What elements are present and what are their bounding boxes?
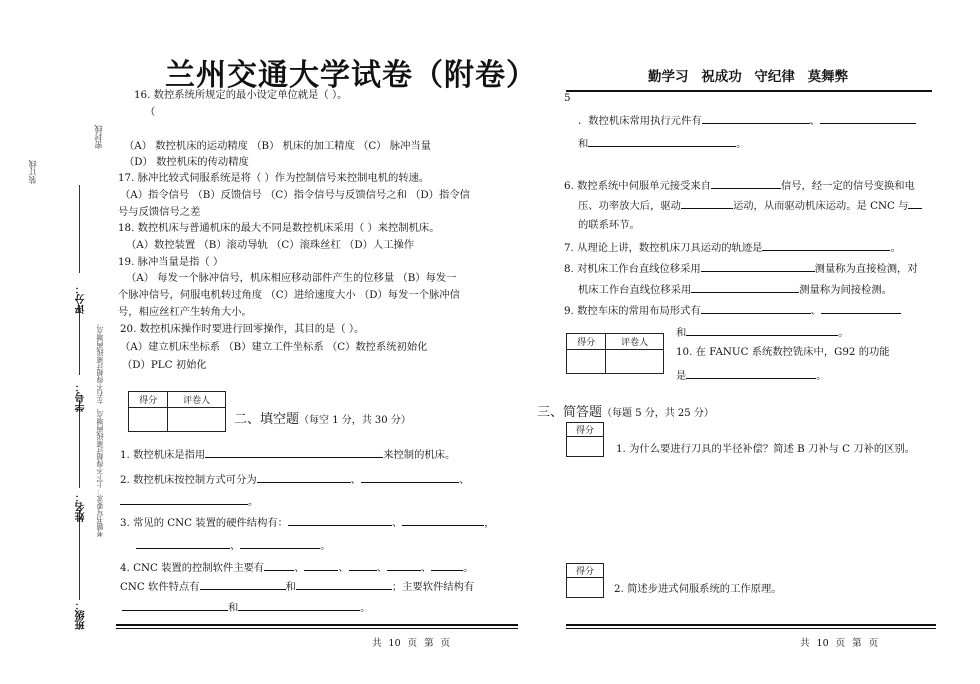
- score-field-label: 评分：: [76, 284, 87, 314]
- exam-motto: 勤学习 祝成功 守纪律 莫舞弊: [648, 69, 849, 85]
- binding-rule: [79, 510, 80, 600]
- fill-question-7: 7. 从理论上讲，数控机床刀具运动的轨迹是 。: [564, 242, 901, 254]
- exam-title: 兰州交通大学试卷（附卷）: [165, 58, 537, 93]
- question-16-option-d: （D） 数控机床的传动精度: [124, 156, 249, 168]
- question-20-option-d: （D）PLC 初始化: [122, 359, 207, 371]
- name-field-label: 姓名：: [76, 492, 87, 522]
- question-19-options: （A） 每发一个脉冲信号，机床相应移动部件产生的位移量 （B）每发一: [126, 272, 457, 284]
- binding-note: 考题书写要求：上下不得超过黑线两端点，左右不得超过黑线两端点。: [96, 320, 104, 537]
- fill-question-10: 10. 在 FANUC 系统数控铣床中，G92 的功能: [676, 346, 890, 358]
- fill-question-6: 6. 数控系统中伺服单元接受来自 信号，经一定的信号变换和电: [564, 180, 915, 192]
- fill-question-9-cont: 和 。: [676, 327, 849, 339]
- score-header: 得分: [129, 392, 168, 408]
- score-cell[interactable]: [567, 350, 606, 374]
- section-fill-blank-heading: 二、填空题（每空 1 分，共 30 分）: [234, 412, 411, 427]
- question-19-options-end: 号，相应丝杠产生转角大小。: [118, 306, 252, 318]
- question-16-paren: （: [145, 106, 156, 118]
- footer-rule: [116, 628, 518, 629]
- binding-rule: [79, 185, 80, 273]
- binding-rule: [79, 305, 80, 375]
- header-rule: [566, 90, 932, 92]
- fill-question-2: 2. 数控机床按控制方式可分为 、 、: [120, 474, 470, 486]
- fill-question-8-cont: 机床工作台直线位移采用 测量称为间接检测。: [578, 284, 892, 296]
- fill-question-4-cont: CNC 软件特点有 和 ；主要软件结构有: [120, 581, 475, 593]
- fill-question-4: 4. CNC 装置的控制软件主要有 、 、 、 、 。: [120, 562, 474, 574]
- fill-question-9: 9. 数控车床的常用布局形式有 、: [564, 303, 901, 318]
- fill-question-10-cont: 是 。: [676, 370, 827, 382]
- score-header: 得分: [567, 334, 606, 350]
- question-18: 18. 数控机床与普通机床的最大不同是数控机床采用（ ）来控制机床。: [118, 222, 440, 234]
- score-cell[interactable]: [567, 578, 604, 598]
- grader-cell[interactable]: [168, 408, 226, 432]
- fill-question-1: 1. 数控机床是指用 来控制的机床。: [120, 449, 456, 461]
- class-field-label: 班级：: [76, 600, 87, 630]
- score-header: 得分: [567, 564, 604, 578]
- fill-question-3-cont: 、 。: [136, 538, 331, 553]
- score-box: [128, 391, 226, 432]
- footer-rule: [566, 628, 936, 629]
- short-answer-1: 1. 为什么要进行刀具的半径补偿？简述 B 刀补与 C 刀补的区别。: [616, 443, 916, 455]
- question-17: 17. 脉冲比较式伺服系统是将（ ）作为控制信号来控制电机的转速。: [118, 172, 430, 184]
- fill-question-2-cont: 。: [120, 494, 258, 509]
- section-short-answer-heading: 三、简答题（每题 5 分，共 25 分）: [537, 405, 714, 420]
- fill-question-5-number: 5: [564, 92, 571, 104]
- score-box: [566, 422, 604, 457]
- student-id-field-label: 学号：: [76, 382, 87, 412]
- fill-question-8: 8. 对机床工作台直线位移采用 测量称为直接检测，对: [564, 263, 918, 275]
- page-footer-left: 共 10 页 第 页: [372, 638, 451, 649]
- question-19: 19. 脉冲当量是指（ ）: [118, 256, 224, 268]
- footer-rule: [566, 624, 936, 626]
- question-17-options-cont: 号与反馈信号之差: [118, 206, 201, 218]
- fill-question-6-cont: 压、功率放大后，驱动 运动，从而驱动机床运动。是 CNC 与: [578, 198, 922, 213]
- question-19-options-cont: 个脉冲信号，伺服电机转过角度 （C）进给速度大小 （D）每发一个脉冲信: [118, 289, 460, 301]
- score-cell[interactable]: [567, 437, 604, 457]
- score-box: [566, 563, 604, 598]
- grader-header: 评卷人: [168, 392, 226, 408]
- footer-rule: [116, 624, 518, 626]
- grader-header: 评卷人: [606, 334, 664, 350]
- score-cell[interactable]: [129, 408, 168, 432]
- question-18-options: （A）数控装置 （B）滚动导轨 （C）滚珠丝杠 （D）人工操作: [126, 239, 415, 251]
- binding-rule: [79, 400, 80, 488]
- fill-question-3: 3. 常见的 CNC 装置的硬件结构有： 、 ，: [120, 517, 495, 529]
- question-16: 16. 数控系统所规定的最小设定单位就是（ ）。: [134, 89, 348, 101]
- fill-question-6-end: 的联系环节。: [578, 219, 640, 231]
- score-box: [566, 333, 664, 374]
- short-answer-2: 2. 简述步进式伺服系统的工作原理。: [614, 583, 782, 595]
- question-16-options: （A） 数控机床的运动精度 （B） 机床的加工精度 （C） 脉冲当量: [124, 140, 431, 152]
- fill-question-5: ．数控机床常用执行元件有 、: [578, 113, 916, 128]
- fill-question-4-end: 和 。: [122, 600, 371, 615]
- grader-cell[interactable]: [606, 350, 664, 374]
- question-17-options: （A）指令信号 （B）反馈信号 （C）指令信号与反馈信号之和 （D）指令信: [120, 189, 470, 201]
- question-20: 20. 数控机床操作时要进行回零操作，其目的是（ ）。: [120, 323, 365, 335]
- page-footer-right: 共 10 页 第 页: [800, 638, 879, 649]
- score-header: 得分: [567, 423, 604, 437]
- fill-question-5-cont: 和 。: [578, 138, 747, 150]
- seal-line-label: 密封线: [94, 125, 103, 149]
- binding-line-label: 装订线: [28, 160, 37, 184]
- question-20-options: （A）建立机床坐标系 （B）建立工件坐标系 （C）数控系统初始化: [120, 341, 428, 353]
